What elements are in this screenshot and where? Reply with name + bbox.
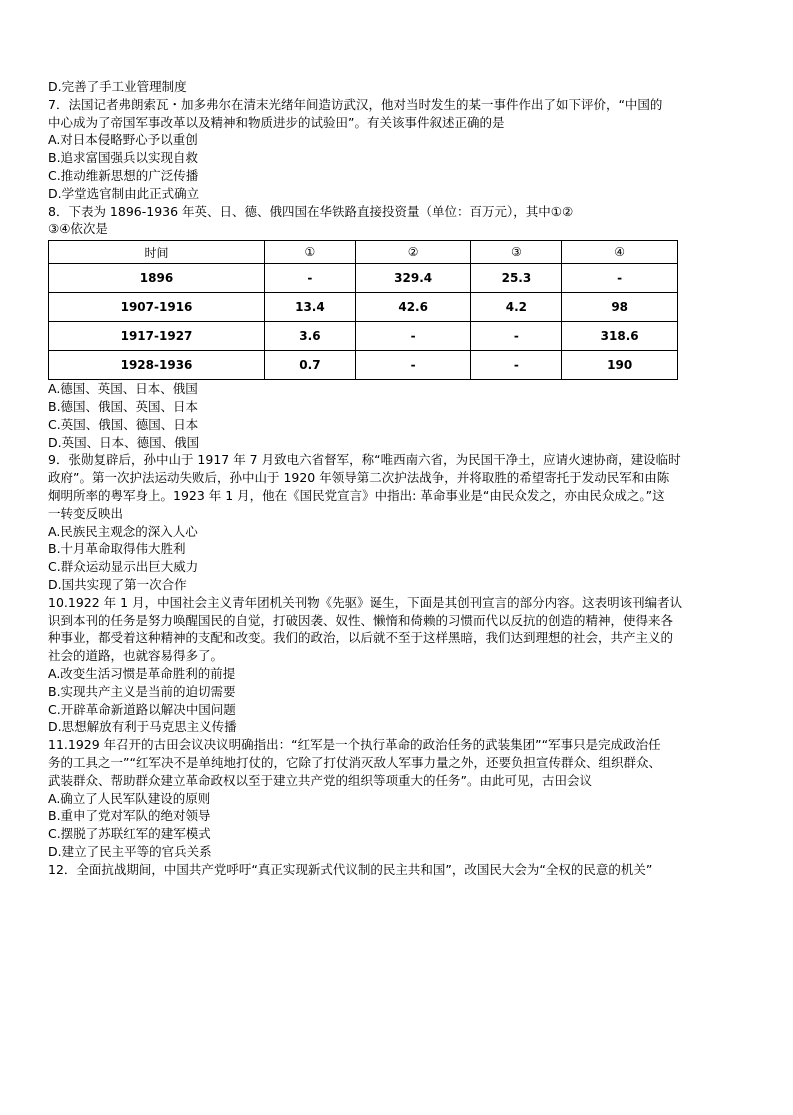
q9-stem-line: 9．张勋复辟后，孙中山于 1917 年 7 月致电六省督军，称“唯西南六省，为民国干净土，应请火速协商，建设临时: [48, 452, 681, 468]
q9-option-a: A.民族民主观念的深入人心: [48, 523, 198, 539]
q10-stem-line: 种事业，都受着这种精神的支配和改变。我们的政治，以后就不至于这样黑暗，我们达到理想的社会，共产主义的: [48, 630, 674, 646]
q9-stem-line: 一转变反映出: [48, 505, 124, 521]
q10-option-c: C.开辟革命新道路以解决中国问题: [48, 701, 236, 717]
table-cell: 190: [562, 351, 678, 380]
q9-stem-line: 政府”。第一次护法运动失败后，孙中山于 1920 年领导第二次护法战争，并将取胜的希望寄托于发动民军和由陈: [48, 470, 670, 486]
q7-option-d: D.学堂选官制由此正式确立: [48, 185, 200, 201]
q12-stem-line: 12．全面抗战期间，中国共产党呼吁“真正实现新式代议制的民主共和国”，改国民大会为“全权的民意的机关”: [48, 861, 653, 877]
q8-option-a: A.德国、英国、日本、俄国: [48, 381, 198, 397]
table-header-cell: ②: [355, 241, 471, 264]
table-row: [49, 293, 678, 322]
table-cell: 42.6: [355, 293, 471, 322]
q9-option-b: B.十月革命取得伟大胜利: [48, 541, 186, 557]
table-header-cell: ③: [471, 241, 562, 264]
question-12: [48, 861, 748, 879]
table-cell: -: [265, 264, 356, 293]
table-cell: 1928-1936: [49, 351, 265, 380]
q8-stem-line: 8．下表为 1896-1936 年英、日、德、俄四国在华铁路直接投资量（单位：百万元），其中①②: [48, 203, 574, 219]
exam-page: [48, 78, 748, 878]
table-header-cell: ④: [562, 241, 678, 264]
table-cell: 1907-1916: [49, 293, 265, 322]
table-cell: 1917-1927: [49, 322, 265, 351]
table-cell: -: [355, 351, 471, 380]
table-header-cell: 时间: [49, 241, 265, 264]
q8-option-c: C.英国、俄国、德国、日本: [48, 416, 199, 432]
question-9: [48, 451, 748, 593]
q9-stem-line: 炯明所率的粤军身上。1923 年 1 月，他在《国民党宣言》中指出: 革命事业是“由民众发之，亦由民众成之。”这: [48, 487, 665, 503]
q10-stem-line: 识到本刊的任务是努力唤醒国民的自觉，打破因袭、奴性、懒惰和倚赖的习惯而代以反抗的创造的精神，使得来各: [48, 612, 674, 628]
table-cell: -: [471, 351, 562, 380]
table-cell: 0.7: [265, 351, 356, 380]
question-7: [48, 96, 748, 203]
q6-option-d: D.完善了手工业管理制度: [48, 79, 187, 94]
q11-stem-line: 务的工具之一”“红军决不是单纯地打仗的，它除了打仗消灭敌人军事力量之外，还要负担宣传群众、组织群众、: [48, 754, 661, 770]
q10-option-a: A.改变生活习惯是革命胜利的前提: [48, 665, 236, 681]
q7-option-a: A.对日本侵略野心予以重创: [48, 132, 198, 148]
table-cell: -: [355, 322, 471, 351]
table-cell: 329.4: [355, 264, 471, 293]
table-row: [49, 264, 678, 293]
table-cell: 3.6: [265, 322, 356, 351]
table-cell: 25.3: [471, 264, 562, 293]
q9-option-d: D.国共实现了第一次合作: [48, 576, 187, 592]
table-cell: -: [562, 264, 678, 293]
table-row: [49, 351, 678, 380]
q9-option-c: C.群众运动显示出巨大威力: [48, 559, 199, 575]
table-cell: -: [471, 322, 562, 351]
q11-option-d: D.建立了民主平等的官兵关系: [48, 843, 212, 859]
q8-option-d: D.英国、日本、德国、俄国: [48, 434, 200, 450]
q7-option-c: C.推动维新思想的广泛传播: [48, 167, 199, 183]
q11-option-a: A.确立了人民军队建设的原则: [48, 790, 211, 806]
q7-stem-line: 7．法国记者弗朗索瓦・加多弗尔在清末光绪年间造访武汉，他对当时发生的某一事件作出了如下评价，“中国的: [48, 96, 663, 112]
q11-stem-line: 武装群众、帮助群众建立革命政权以至于建立共产党的组织等项重大的任务”。由此可见，古田会议: [48, 772, 592, 788]
table-row: [49, 322, 678, 351]
q11-option-c: C.摆脱了苏联红军的建军模式: [48, 826, 211, 842]
q7-stem-line: 中心成为了帝国军事改革以及精神和物质进步的试验田”。有关该事件叙述正确的是: [48, 114, 505, 130]
question-10: [48, 594, 748, 736]
question-8: [48, 203, 748, 452]
table-header-cell: ①: [265, 241, 356, 264]
q10-option-d: D.思想解放有利于马克思主义传播: [48, 719, 237, 735]
table-cell: 1896: [49, 264, 265, 293]
table-cell: 318.6: [562, 322, 678, 351]
q11-option-b: B.重申了党对军队的绝对领导: [48, 808, 211, 824]
q8-stem-line: ③④依次是: [48, 221, 108, 237]
table-cell: 98: [562, 293, 678, 322]
q7-option-b: B.追求富国强兵以实现自救: [48, 150, 199, 166]
q10-option-b: B.实现共产主义是当前的迫切需要: [48, 683, 236, 699]
investment-table: [48, 240, 678, 380]
table-header-row: [49, 241, 678, 264]
question-11: [48, 736, 748, 861]
q11-stem-line: 11.1929 年召开的古田会议决议明确指出：“红军是一个执行革命的政治任务的武装集团”“军事只是完成政治任: [48, 737, 661, 753]
q8-option-b: B.德国、俄国、英国、日本: [48, 398, 199, 414]
q10-stem-line: 10.1922 年 1 月，中国社会主义青年团机关刊物《先驱》诞生，下面是其创刊宣言的部分内容。这表明该刊编者认: [48, 594, 683, 610]
q10-stem-line: 社会的道路，也就容易得多了。: [48, 648, 224, 664]
table-cell: 4.2: [471, 293, 562, 322]
table-cell: 13.4: [265, 293, 356, 322]
